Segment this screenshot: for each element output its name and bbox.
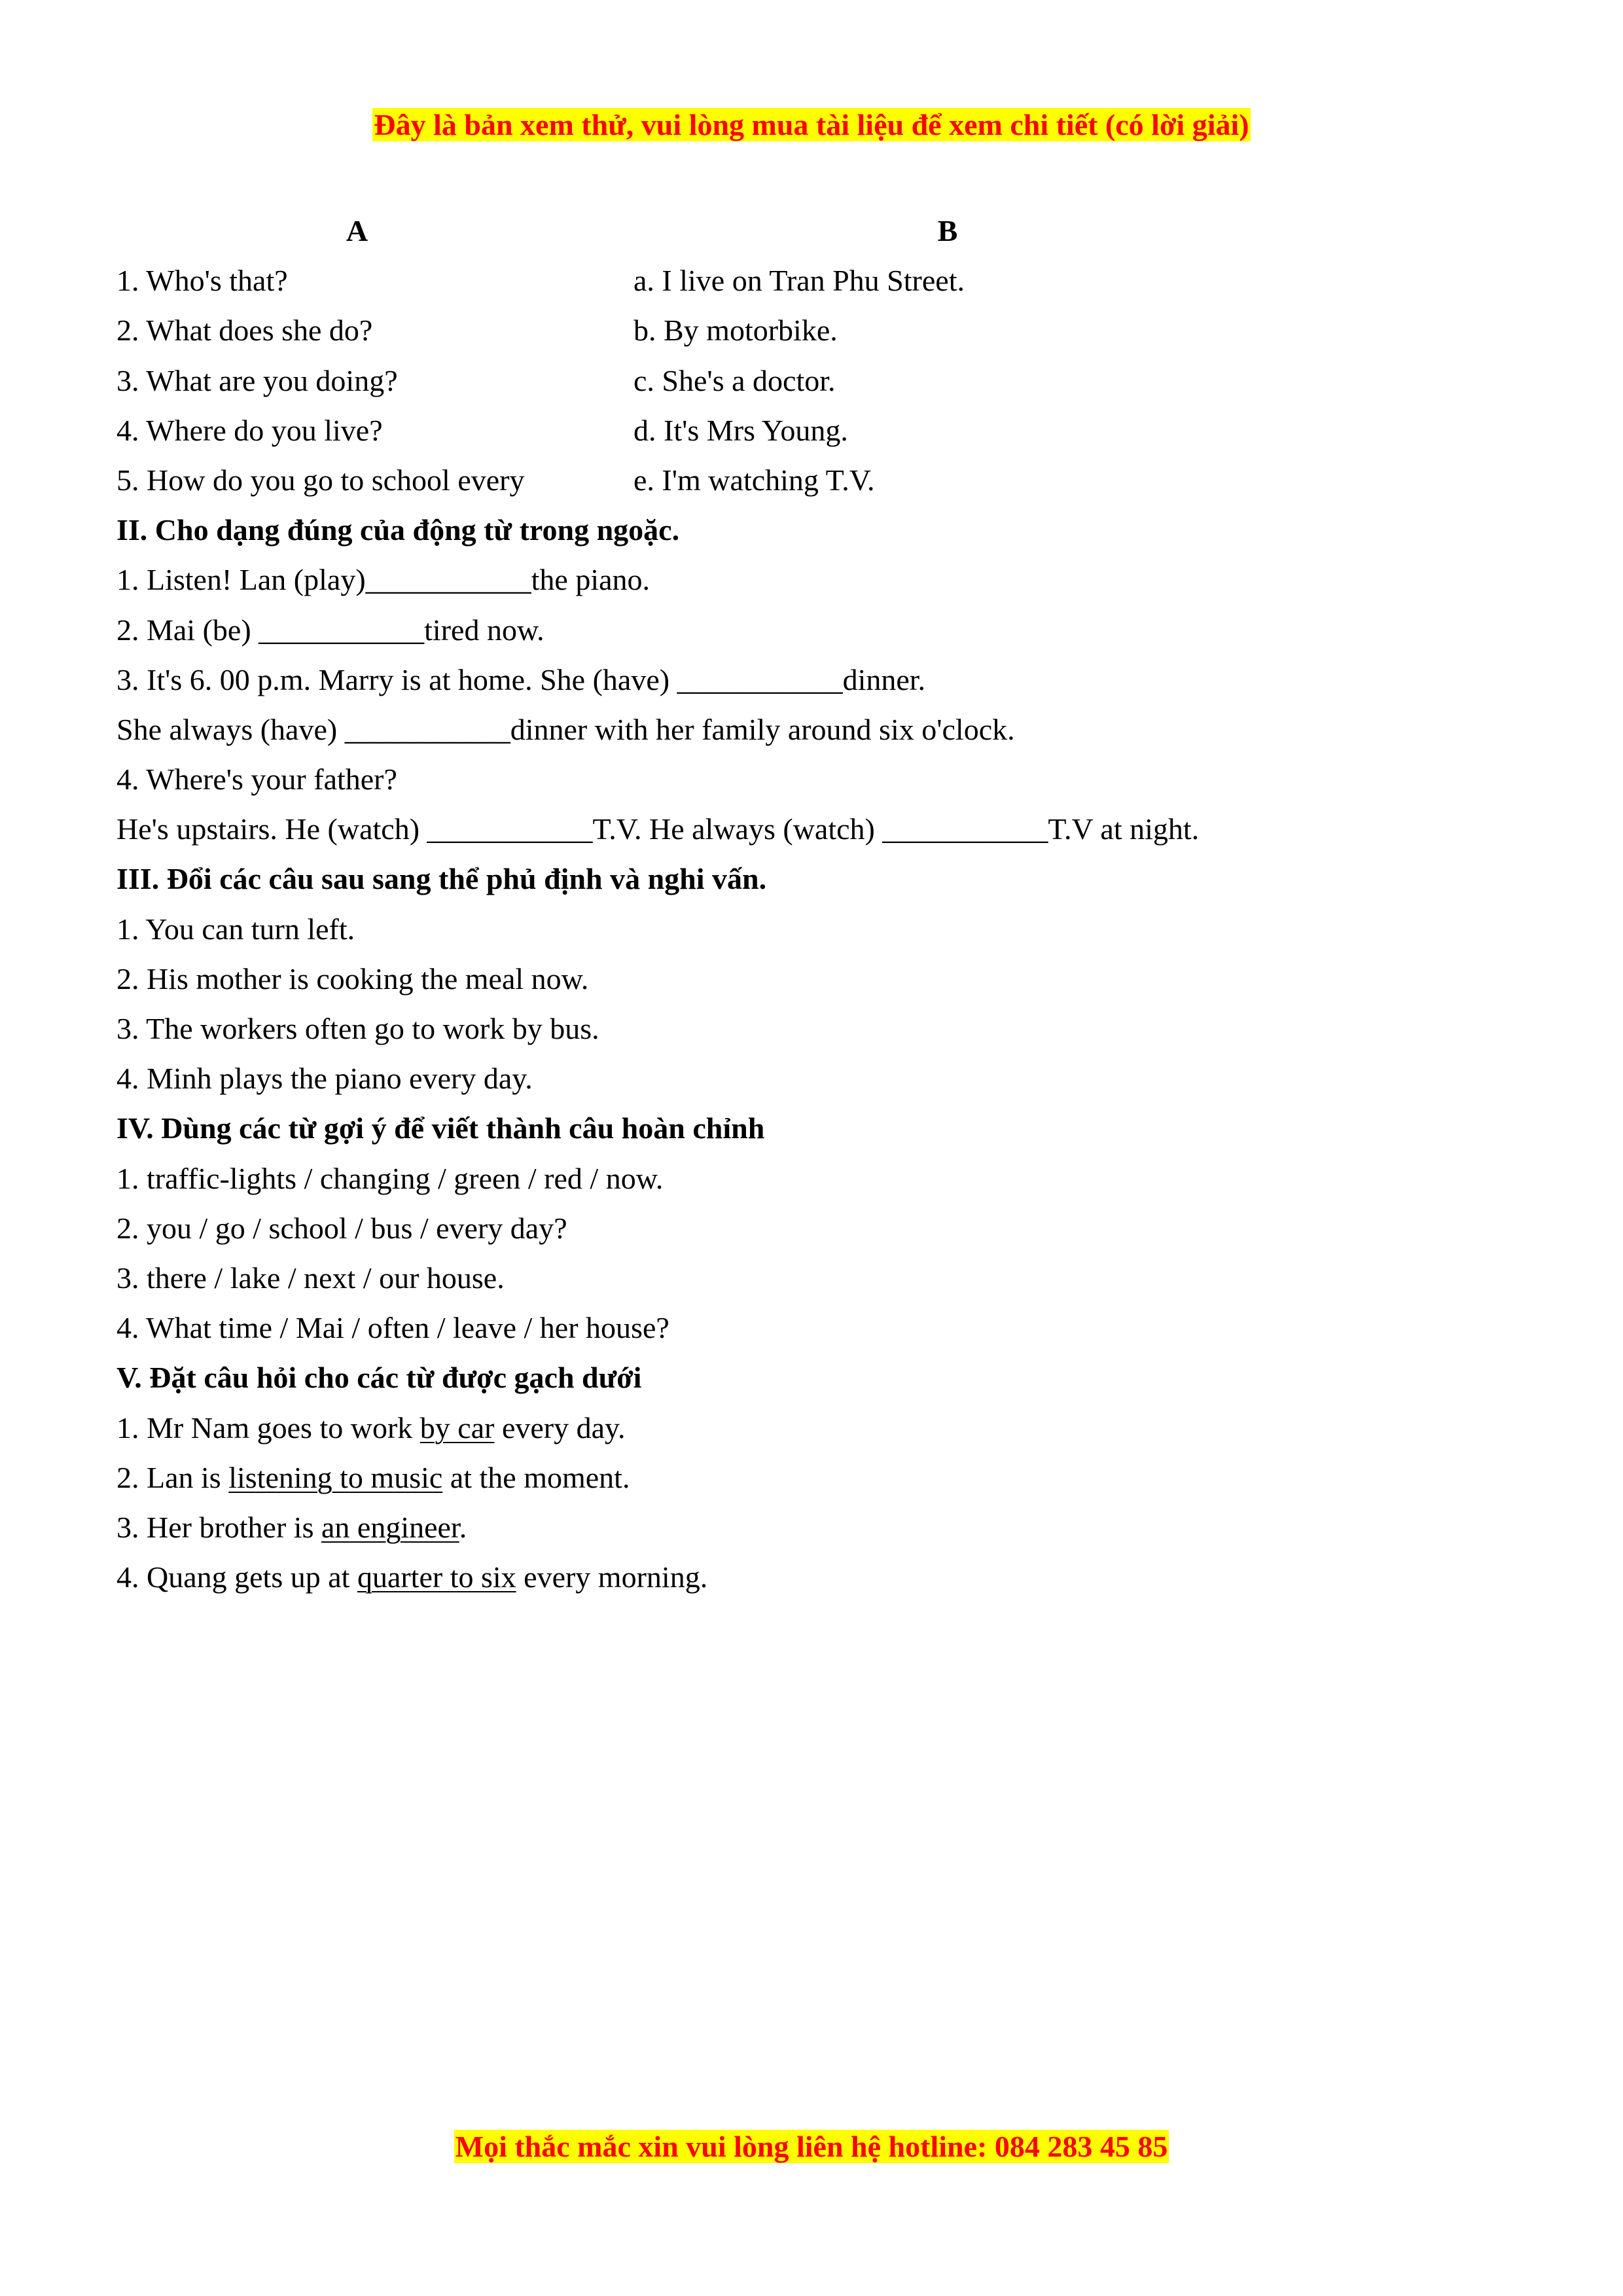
exercise-line: 2. Mai (be) ___________tired now. bbox=[116, 613, 544, 647]
column-b-heading: B bbox=[937, 214, 958, 247]
bottom-banner bbox=[0, 2128, 1623, 2165]
worksheet-body bbox=[116, 206, 1524, 1602]
exercise-line bbox=[116, 1453, 1524, 1503]
line-text: 1. Mr Nam goes to work bbox=[116, 1410, 420, 1444]
exercise-line: 2. you / go / school / bus / every day? bbox=[116, 1211, 567, 1245]
top-banner bbox=[0, 107, 1623, 143]
matching-row bbox=[116, 356, 1524, 406]
exercise-line: 3. there / lake / next / our house. bbox=[116, 1261, 505, 1295]
matching-row bbox=[116, 256, 1524, 306]
exercise-line: 1. Listen! Lan (play)___________the piano. bbox=[116, 563, 651, 597]
exercise-line: 4. What time / Mai / often / leave / her house? bbox=[116, 1311, 669, 1345]
underlined-phrase: by car bbox=[419, 1410, 495, 1444]
line-text: every day. bbox=[494, 1410, 626, 1444]
exercise-line: She always (have) ___________dinner with her family around six o'clock. bbox=[116, 712, 1015, 746]
line-text: every morning. bbox=[516, 1560, 708, 1594]
exercise-line: 4. Where's your father? bbox=[116, 762, 397, 797]
line-text: 4. Quang gets up at bbox=[116, 1560, 357, 1594]
section-3-heading: III. Đổi các câu sau sang thể phủ định và nghi vấn. bbox=[116, 862, 767, 896]
top-banner-text: Đây là bản xem thử, vui lòng mua tài liệu để xem chi tiết (có lời giải) bbox=[374, 108, 1249, 141]
line-text: 3. Her brother is bbox=[116, 1510, 321, 1544]
question-a: 4. Where do you live? bbox=[116, 413, 383, 447]
exercise-line bbox=[116, 1552, 1524, 1602]
bottom-banner-text: Mọi thắc mắc xin vui lòng liên hệ hotline: 084 283 45 85 bbox=[455, 2130, 1168, 2163]
line-text: 2. Lan is bbox=[116, 1460, 229, 1494]
exercise-line: 4. Minh plays the piano every day. bbox=[116, 1062, 533, 1096]
answer-b: a. I live on Tran Phu Street. bbox=[633, 264, 965, 298]
section-5-heading: V. Đặt câu hỏi cho các từ được gạch dưới bbox=[116, 1361, 642, 1395]
section-2-heading: II. Cho dạng đúng của động từ trong ngoặc. bbox=[116, 513, 680, 547]
column-a-heading: A bbox=[346, 214, 368, 247]
answer-b: d. It's Mrs Young. bbox=[633, 413, 848, 447]
matching-row bbox=[116, 406, 1524, 456]
answer-b: e. I'm watching T.V. bbox=[633, 463, 875, 497]
exercise-line bbox=[116, 1403, 1524, 1453]
matching-row bbox=[116, 306, 1524, 355]
exercise-line: 1. You can turn left. bbox=[116, 912, 355, 946]
exercise-line: 1. traffic-lights / changing / green / red / now. bbox=[116, 1161, 664, 1195]
exercise-line: 3. It's 6. 00 p.m. Marry is at home. She (have) ___________dinner. bbox=[116, 662, 926, 696]
underlined-phrase: listening to music bbox=[228, 1460, 443, 1494]
matching-header bbox=[116, 206, 1524, 256]
underlined-phrase: quarter to six bbox=[357, 1560, 516, 1594]
underlined-phrase: an engineer bbox=[321, 1510, 459, 1544]
exercise-line bbox=[116, 1503, 1524, 1552]
line-text: . bbox=[459, 1510, 467, 1544]
question-a: 5. How do you go to school every bbox=[116, 463, 525, 497]
matching-row bbox=[116, 456, 1524, 505]
section-4-heading: IV. Dùng các từ gợi ý để viết thành câu hoàn chỉnh bbox=[116, 1111, 765, 1145]
question-a: 2. What does she do? bbox=[116, 314, 373, 348]
line-text: at the moment. bbox=[442, 1460, 630, 1494]
answer-b: c. She's a doctor. bbox=[633, 363, 836, 397]
exercise-line: He's upstairs. He (watch) ___________T.V. He always (watch) ___________T.V at night. bbox=[116, 812, 1200, 846]
question-a: 3. What are you doing? bbox=[116, 363, 398, 397]
exercise-line: 2. His mother is cooking the meal now. bbox=[116, 961, 589, 996]
answer-b: b. By motorbike. bbox=[633, 314, 838, 348]
question-a: 1. Who's that? bbox=[116, 264, 288, 298]
exercise-line: 3. The workers often go to work by bus. bbox=[116, 1012, 599, 1045]
